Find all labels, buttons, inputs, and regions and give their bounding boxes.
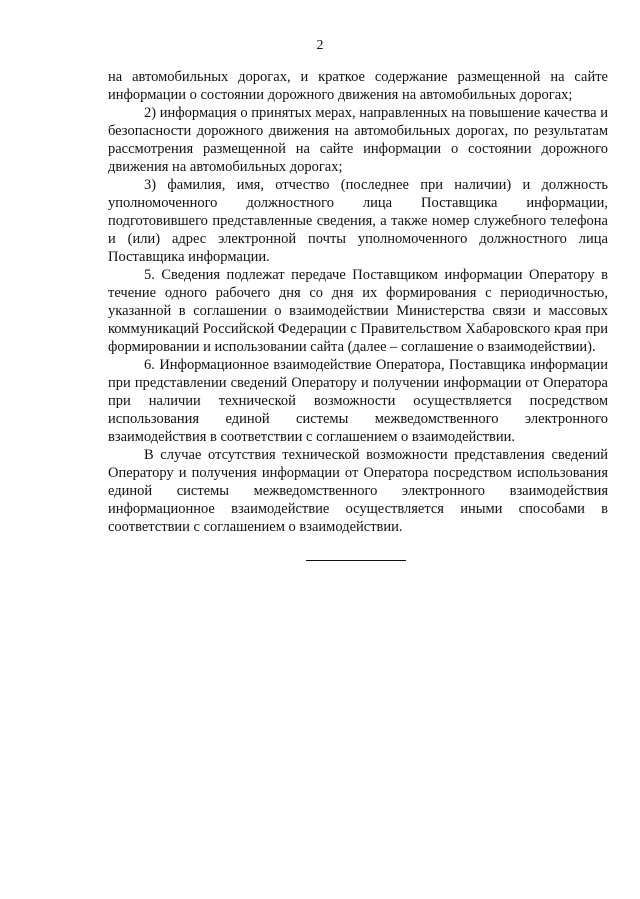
- document-body: [108, 68, 608, 536]
- paragraph-item-2: 2) информация о принятых мерах, направленных на повышение качества и безопасности дорожного движения на автомобильных дорогах, по результатам рассмотрения размещенной на сайте информации о состоянии дорожного движения на автомобильных дорогах;: [108, 105, 608, 175]
- page-number: 2: [316, 38, 324, 53]
- paragraph-item-3: 3) фамилия, имя, отчество (последнее при наличии) и должность уполномоченного должностного лица Поставщика информации, подготовившего представленные сведения, а также номер служебного телефона и (или) адрес электронной почты уполномоченного должностного лица Поставщика информации.: [108, 177, 608, 265]
- paragraph-continuation: на автомобильных дорогах, и краткое содержание размещенной на сайте информации о состоянии дорожного движения на автомобильных дорогах;: [108, 69, 608, 103]
- end-of-document-line: [306, 560, 406, 561]
- paragraph-section-5: 5. Сведения подлежат передаче Поставщиком информации Оператору в течение одного рабочего дня со дня их формирования с периодичностью, указанной в соглашении о взаимодействии Министерства связи и массовых коммуникаций Российской Федерации с Правительством Хабаровского края при формировании и использовании сайта (далее – соглашение о взаимодействии).: [108, 267, 608, 355]
- paragraph-section-6: 6. Информационное взаимодействие Оператора, Поставщика информации при представлении сведений Оператору и получении информации от Оператора при наличии технической возможности осуществляется посредством использования единой системы межведомственного электронного взаимодействия в соответствии с соглашением о взаимодействии.: [108, 357, 608, 445]
- paragraph-fallback: В случае отсутствия технической возможности представления сведений Оператору и получения информации от Оператора посредством использования единой системы межведомственного электронного взаимодействия информационное взаимодействие осуществляется иными способами в соответствии с соглашением о взаимодействии.: [108, 447, 608, 535]
